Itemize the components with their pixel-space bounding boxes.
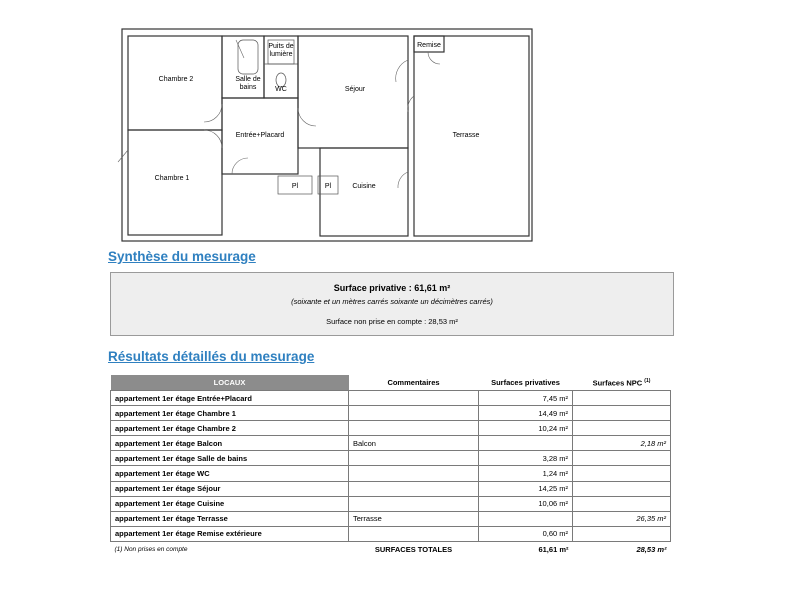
total-surfaces-npc: 28,53 m² [636,545,667,555]
room-label-terrasse: Terrasse [452,132,480,139]
cell-surface-npc [573,526,671,541]
room-label-puits-1: Puits de [268,43,294,50]
floor-plan [0,0,800,250]
room-label-remise: Remise [417,42,441,49]
cell-commentaire [349,496,479,511]
cell-local: appartement 1er étage Terrasse [111,511,349,526]
cell-commentaire [349,406,479,421]
cell-commentaire: Terrasse [349,511,479,526]
cell-local: appartement 1er étage Chambre 2 [111,421,349,436]
cell-commentaire [349,391,479,406]
cell-surface-privative: 0,60 m² [479,526,573,541]
surface-privative: Surface privative : 61,61 m² [333,283,451,293]
cell-surface-npc [573,451,671,466]
cell-surface-npc [573,496,671,511]
cell-surface-npc [573,481,671,496]
cell-commentaire [349,481,479,496]
cell-surface-npc: 26,35 m² [573,511,671,526]
cell-local: appartement 1er étage Salle de bains [111,451,349,466]
header-surfaces-privatives: Surfaces privatives [491,378,560,387]
cell-surface-privative: 10,06 m² [479,496,573,511]
toilet-icon [276,73,286,87]
surface-non-prise: Surface non prise en compte : 28,53 m² [326,317,458,326]
cell-surface-privative: 14,49 m² [479,406,573,421]
table-row [111,526,671,541]
cell-commentaire [349,451,479,466]
results-header-row [111,375,671,391]
cell-commentaire [349,466,479,481]
cell-surface-npc: 2,18 m² [573,436,671,451]
header-surfaces-npc [573,375,671,391]
synthese-box [110,272,674,336]
room-label-sejour: Séjour [344,86,366,93]
table-row [111,406,671,421]
table-row [111,496,671,511]
cell-local: appartement 1er étage Chambre 1 [111,406,349,421]
table-row [111,451,671,466]
cell-local: appartement 1er étage Séjour [111,481,349,496]
bathtub-icon [238,40,258,74]
table-row [111,391,671,406]
table-row [111,481,671,496]
results-table [110,375,671,558]
table-row [111,466,671,481]
room-label-chambre2: Chambre 2 [158,76,194,83]
table-row [111,436,671,451]
plan-doors [118,40,440,188]
cell-surface-privative: 14,25 m² [479,481,573,496]
cell-surface-npc [573,466,671,481]
footnote: (1) Non prises en compte [114,546,188,554]
cell-surface-privative [479,511,573,526]
cell-local: appartement 1er étage Balcon [111,436,349,451]
cell-commentaire [349,421,479,436]
cell-commentaire [349,526,479,541]
table-row [111,421,671,436]
cell-surface-npc [573,391,671,406]
cell-surface-privative: 1,24 m² [479,466,573,481]
cell-local: appartement 1er étage Remise extérieure [111,526,349,541]
synthese-title: Synthèse du mesurage [108,249,256,264]
room-label-salle-bains-1: Salle de [235,76,261,83]
room-label-puits-2: lumière [269,51,293,58]
cell-surface-privative: 10,24 m² [479,421,573,436]
total-label: SURFACES TOTALES [374,545,453,555]
cell-local: appartement 1er étage Entrée+Placard [111,391,349,406]
surface-in-words: (soixante et un mètres carrés soixante un décimètres carrés) [291,297,493,306]
room-label-salle-bains-2: bains [239,84,257,91]
header-locaux: LOCAUX [111,375,349,391]
table-row [111,511,671,526]
header-commentaires: Commentaires [387,378,440,387]
room-label-wc: WC [275,86,287,93]
total-surfaces-privatives: 61,61 m² [538,545,569,555]
room-label-cuisine: Cuisine [352,183,376,190]
room-label-entree: Entrée+Placard [235,132,285,139]
cell-local: appartement 1er étage Cuisine [111,496,349,511]
cell-local: appartement 1er étage WC [111,466,349,481]
resultats-title: Résultats détaillés du mesurage [108,349,315,364]
cell-surface-npc [573,406,671,421]
room-label-chambre1: Chambre 1 [154,175,190,182]
results-footer-row [111,541,671,558]
cell-commentaire: Balcon [349,436,479,451]
header-npc-note-ref: (1) [644,377,651,384]
cell-surface-npc [573,421,671,436]
cell-surface-privative: 3,28 m² [479,451,573,466]
room-label-pl-b: Pl [324,183,332,190]
room-label-pl-a: Pl [291,183,299,190]
header-npc-label: Surfaces NPC [592,378,643,388]
cell-surface-privative: 7,45 m² [479,391,573,406]
cell-surface-privative [479,436,573,451]
